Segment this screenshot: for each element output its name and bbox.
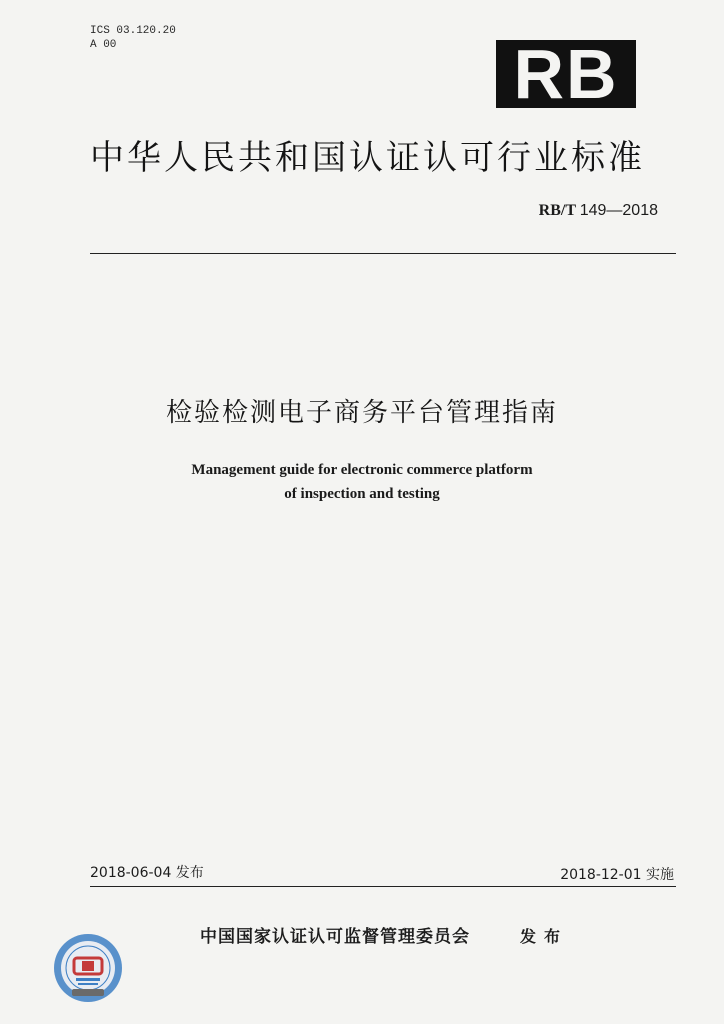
footer-divider [90,886,676,887]
ics-code: ICS 03.120.20 [90,25,176,37]
standard-code: 149—2018 [579,202,658,219]
standard-prefix: RB/T [538,202,576,219]
effective-date: 2018-12-01 实施 [560,867,674,883]
english-title [0,458,724,506]
organization-title: 中华人民共和国认证认可行业标准 [90,138,645,178]
chinese-title: 检验检测电子商务平台管理指南 [165,398,558,428]
standard-number [539,202,658,220]
publish-date: 2018-06-04 发布 [90,865,204,881]
english-title-line-1: Management guide for electronic commerce platform [191,462,533,478]
classification-codes [90,24,176,52]
class-code: A 00 [90,39,117,51]
rb-logo: RB [496,40,636,108]
header-divider [90,253,676,254]
issuing-authority: 中国国家认证认可监督管理委员会 [200,927,470,947]
issue-label: 发布 [520,927,569,946]
verification-seal-icon [52,932,124,1004]
english-title-line-2: of inspection and testing [284,486,440,502]
